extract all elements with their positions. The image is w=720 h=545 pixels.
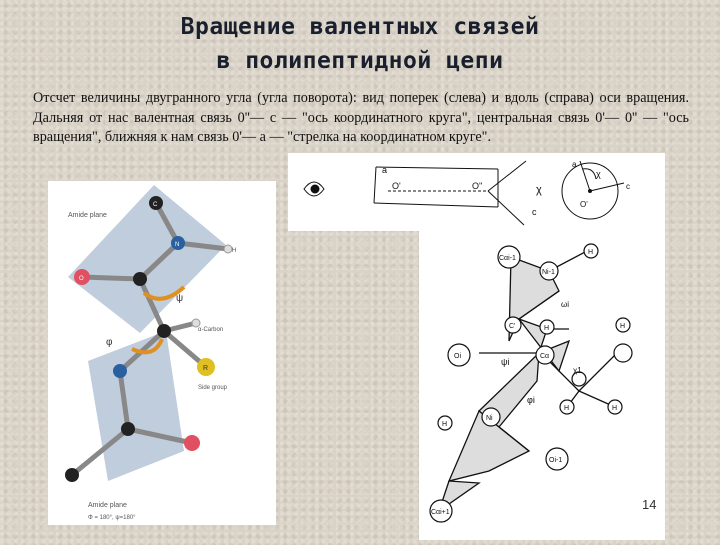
o-i-label: Oi — [454, 353, 461, 360]
ca-bottom-label: Cαi+1 — [431, 509, 450, 516]
label-c: c — [532, 207, 537, 217]
phi-i-label: φi — [527, 395, 535, 405]
slide-title-line1: Вращение валентных связей — [180, 14, 540, 40]
amide-plane-top-label: Amide plane — [68, 212, 107, 219]
label-o2: O'' — [472, 181, 483, 191]
psi-label: ψ — [176, 293, 184, 304]
atom-label: N — [175, 242, 180, 248]
label-a-circle: a — [572, 160, 577, 169]
angles-caption: Φ = 180°, ψ=180° — [88, 515, 136, 521]
description-text: Отсчет величины двугранного угла (угла поворота): вид поперек (слева) и вдоль (справа) оси вращения. Дальняя от нас валентная связь 0''— c — "ось координатного круга", центральная связь 0'— 0'' — "ось вращения", ближняя к нам связь 0'— a — "стрелка на координатном круге". — [33, 90, 689, 145]
ca-mid-label: Cα — [540, 353, 550, 360]
alpha-carbon-label: α-Carbon — [198, 327, 224, 333]
o-im1-label: Oi-1 — [549, 457, 563, 464]
atom-label: H — [232, 248, 237, 254]
label-c-circle: c — [626, 182, 630, 191]
label-chi: χ — [536, 184, 542, 196]
peptide-plane-illustration — [48, 181, 276, 525]
label-a: a — [382, 165, 388, 175]
h-label: H — [544, 325, 550, 332]
page-number: 14 — [642, 497, 657, 512]
h-label: H — [620, 323, 626, 330]
side-chain-atom — [614, 344, 632, 362]
nitrogen-atom — [113, 364, 127, 378]
omega-label: ωi — [561, 300, 570, 309]
chi-label: χ1 — [573, 366, 582, 375]
ca-top-label: Cαi-1 — [499, 255, 516, 262]
dihedral-angle-illustration — [288, 153, 665, 231]
carbon-atom — [133, 272, 147, 286]
peptide-plane-figure — [48, 181, 276, 525]
amide-plane-top — [68, 185, 226, 333]
alpha-carbon-atom — [157, 324, 171, 338]
label-o-circle: O' — [580, 200, 588, 209]
side-group-label: Side group — [198, 385, 228, 391]
peptide-chain-figure — [419, 231, 665, 540]
carbon-atom — [65, 468, 79, 482]
atom-label: R — [203, 365, 209, 372]
oxygen-atom — [184, 435, 200, 451]
amide-plane-bottom-label: Amide plane — [88, 502, 127, 509]
psi-i-label: ψi — [501, 357, 510, 367]
atom-label: O — [79, 276, 84, 282]
label-chi-circle: χ — [596, 169, 601, 179]
hydrogen-atom — [224, 245, 232, 253]
n-top-label: Ni-1 — [542, 269, 555, 276]
hydrogen-atom — [192, 319, 200, 327]
atom-label: C — [153, 202, 158, 208]
peptide-chain-illustration — [419, 231, 665, 540]
slide-title-line2: в полипептидной цепи — [216, 48, 504, 74]
c-prime-label: C' — [509, 323, 516, 330]
phi-label: φ — [106, 337, 113, 348]
h-label: H — [612, 405, 618, 412]
h-label: H — [564, 405, 570, 412]
carbon-atom — [121, 422, 135, 436]
label-o1: O' — [392, 181, 401, 191]
h-label: H — [442, 421, 448, 428]
h-label: H — [588, 249, 594, 256]
dihedral-angle-figure — [288, 153, 665, 231]
n-i-label: Ni — [486, 415, 493, 422]
